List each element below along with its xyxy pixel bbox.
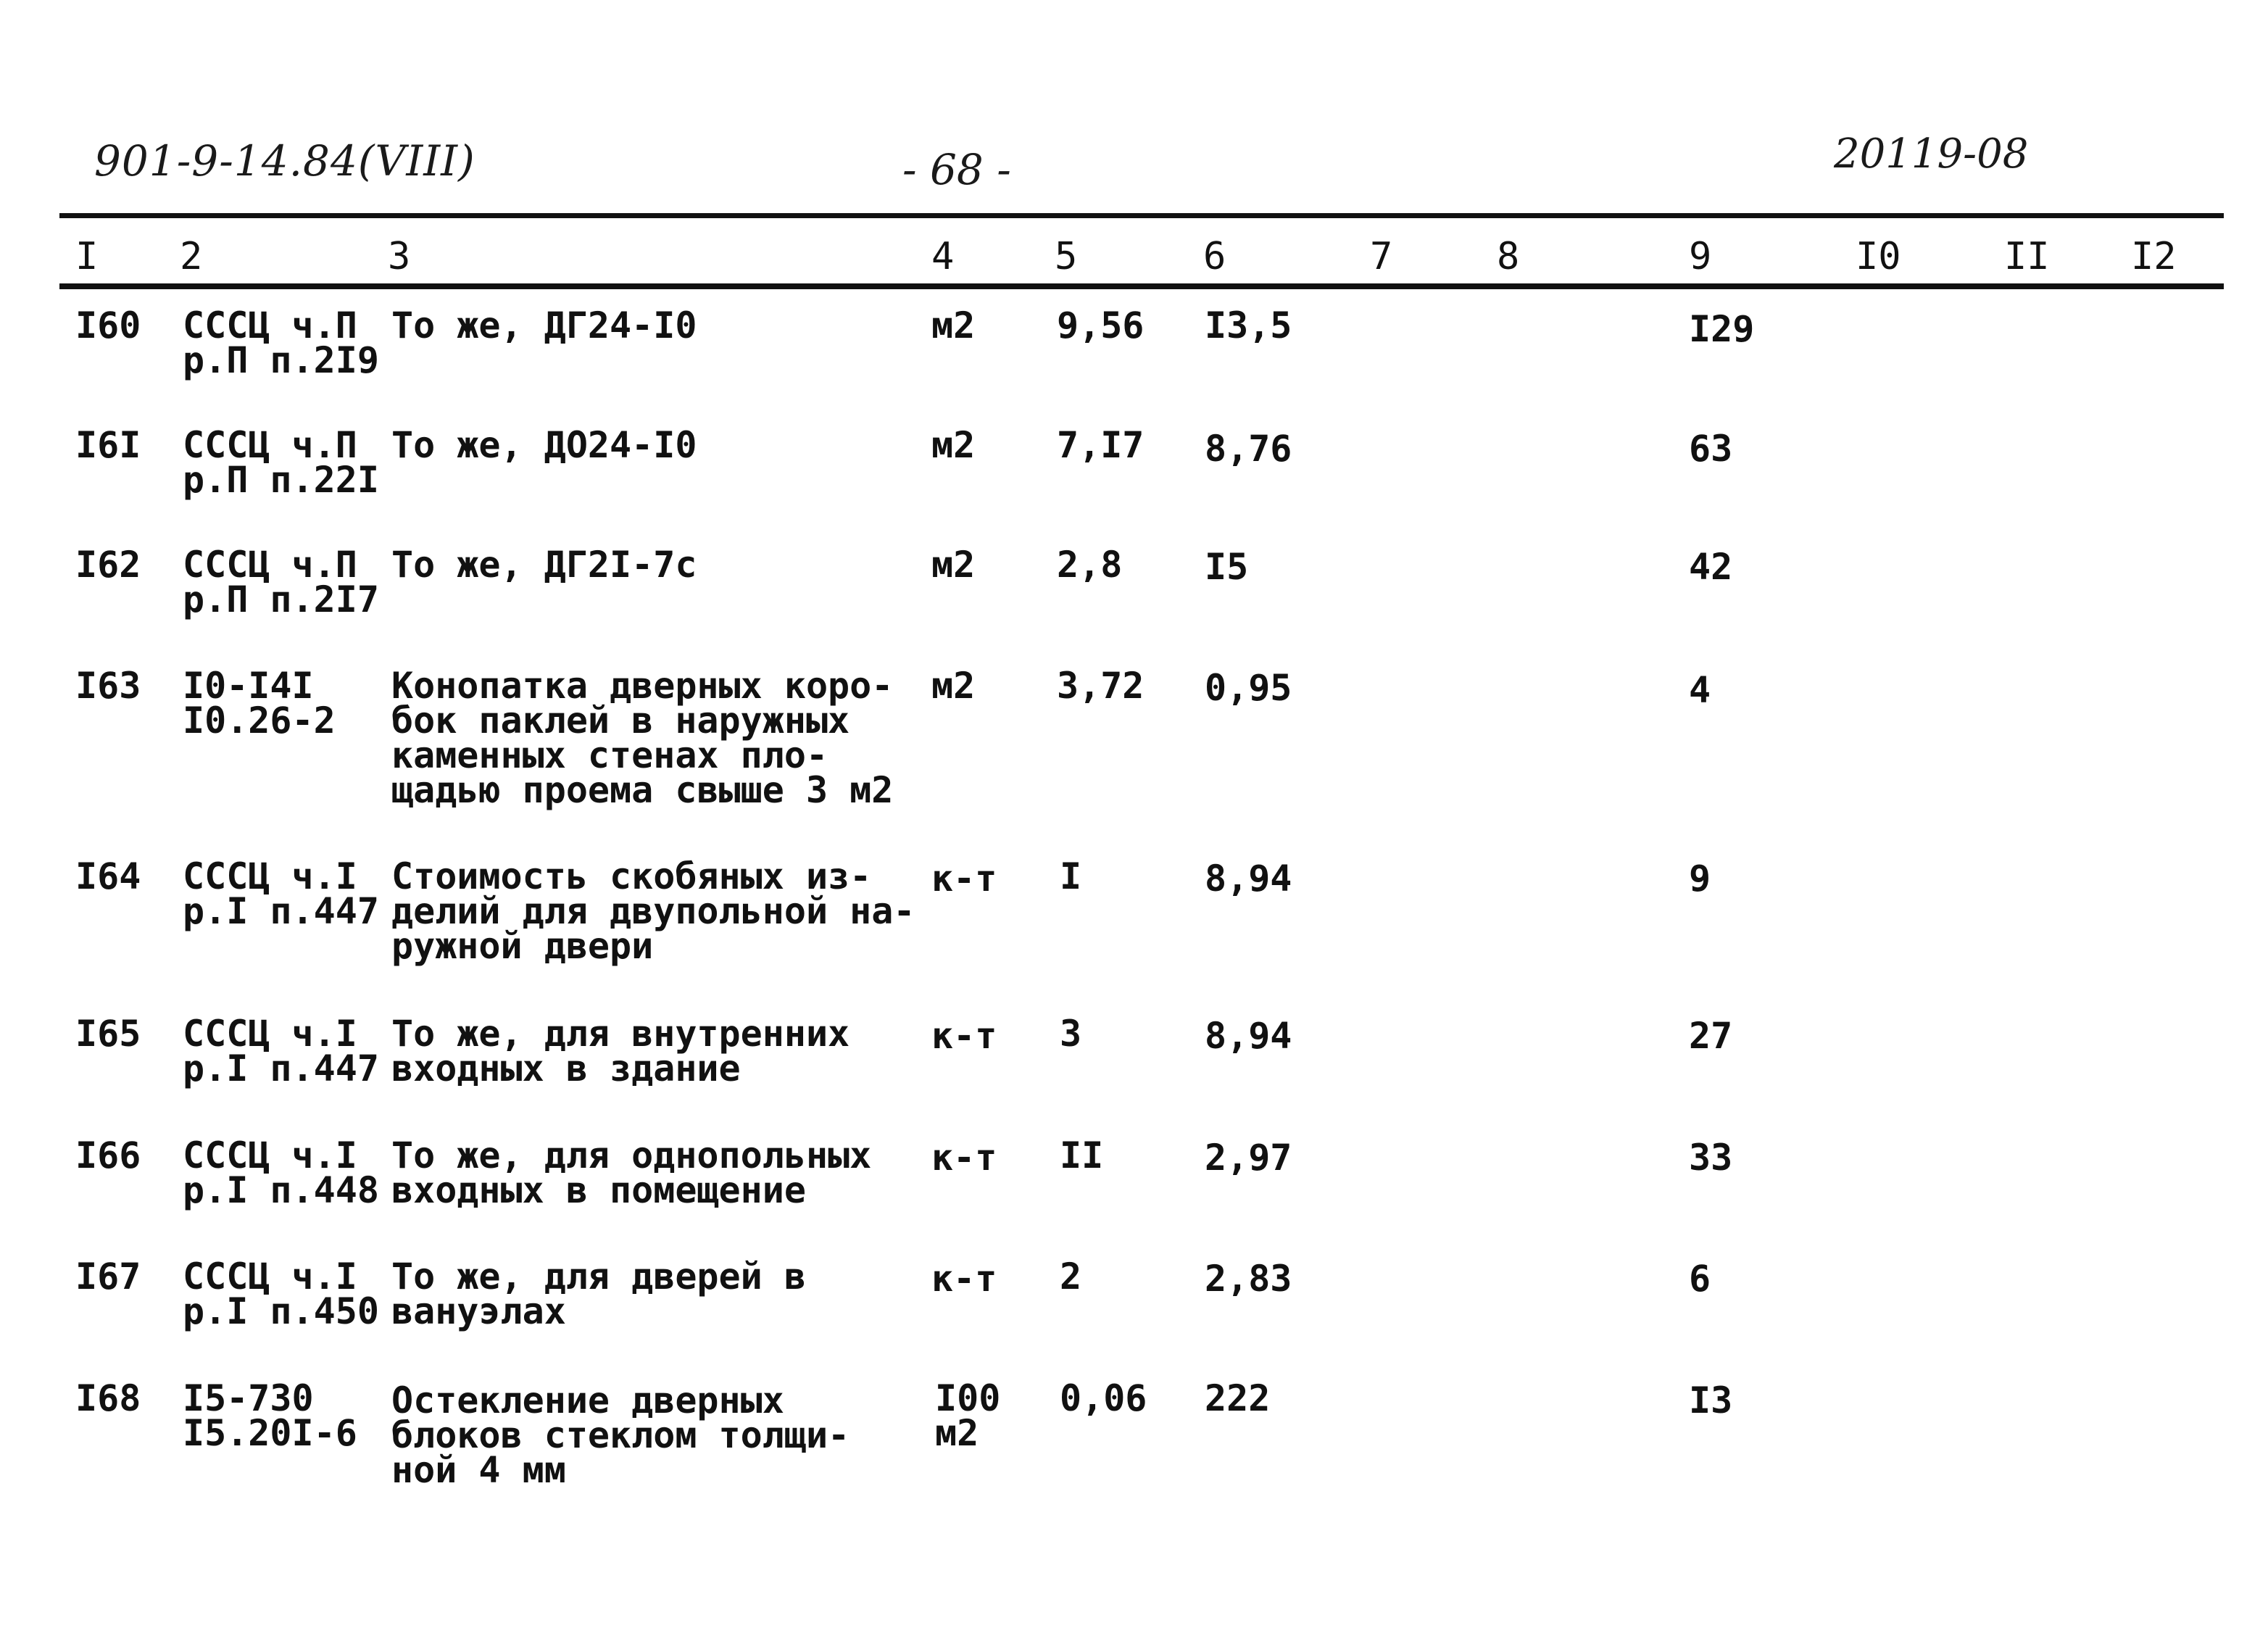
row-total: 6 [1689, 1258, 1711, 1300]
row-unit-price: I5 [1205, 546, 1249, 588]
column-header: II [2004, 235, 2050, 278]
column-header: 2 [180, 235, 203, 278]
row-description: Стоимость скобяных из- делий для двупольной на- ружной двери [391, 855, 915, 967]
row-reference: I0-I4I I0.26-2 [183, 665, 336, 742]
row-reference: СССЦ ч.I р.I п.447 [183, 1013, 379, 1089]
column-header: I [75, 235, 99, 278]
column-header: 3 [388, 235, 411, 278]
row-number: I68 [75, 1377, 141, 1419]
row-description: Остекление дверных блоков стеклом толщи- ной 4 мм [391, 1379, 850, 1491]
row-quantity: I [1060, 855, 1082, 897]
header-rule [59, 283, 2224, 289]
row-quantity: 3 [1060, 1013, 1082, 1055]
row-quantity: 2,8 [1057, 544, 1123, 586]
column-header: 5 [1055, 235, 1078, 278]
row-number: I63 [75, 665, 141, 707]
column-header: 8 [1497, 235, 1520, 278]
row-quantity: 7,I7 [1057, 424, 1145, 466]
row-description: Конопатка дверных коро- бок паклей в наружных каменных стенах пло- щадью проема свыше 3 м2 [391, 665, 894, 811]
row-reference: СССЦ ч.П р.П п.22I [183, 424, 379, 501]
row-number: I60 [75, 304, 141, 346]
row-reference: СССЦ ч.I р.I п.448 [183, 1134, 379, 1211]
row-unit-price: 8,94 [1205, 1015, 1292, 1057]
page-number: - 68 - [902, 145, 1011, 194]
row-description: То же, ДГ2I-7с [391, 544, 697, 586]
row-total: 27 [1689, 1015, 1733, 1057]
row-description: То же, ДГ24-I0 [391, 304, 697, 346]
row-unit: к-т [931, 1258, 997, 1300]
row-number: I66 [75, 1134, 141, 1176]
row-description: То же, ДО24-I0 [391, 424, 697, 466]
row-unit: к-т [931, 1015, 997, 1057]
row-number: I62 [75, 544, 141, 586]
row-description: То же, для однопольных входных в помещение [391, 1134, 872, 1211]
row-number: I6I [75, 424, 141, 466]
row-number: I65 [75, 1013, 141, 1055]
row-description: То же, для дверей в вануэлах [391, 1255, 806, 1332]
row-unit: м2 [931, 544, 976, 586]
row-unit-price: 2,83 [1205, 1258, 1292, 1300]
row-reference: СССЦ ч.П р.П п.2I7 [183, 544, 379, 620]
row-unit-price: 8,94 [1205, 858, 1292, 900]
column-header: 4 [931, 235, 955, 278]
column-header: I2 [2131, 235, 2177, 278]
row-unit: к-т [931, 1137, 997, 1179]
top-rule [59, 213, 2224, 218]
row-unit: I00 м2 [935, 1377, 1001, 1454]
row-total: 42 [1689, 546, 1733, 588]
column-header: 7 [1370, 235, 1393, 278]
row-total: I3 [1689, 1379, 1733, 1421]
row-unit-price: 222 [1205, 1377, 1271, 1419]
row-number: I67 [75, 1255, 141, 1298]
row-number: I64 [75, 855, 141, 897]
row-quantity: 0,06 [1060, 1377, 1147, 1419]
row-reference: СССЦ ч.П р.П п.2I9 [183, 304, 379, 381]
row-quantity: 9,56 [1057, 304, 1145, 346]
row-total: 33 [1689, 1137, 1733, 1179]
document-code: 901-9-14.84(VIII) [94, 136, 475, 186]
row-total: 63 [1689, 428, 1733, 470]
row-reference: I5-730 I5.20I-6 [183, 1377, 357, 1454]
row-quantity: 3,72 [1057, 665, 1145, 707]
row-unit: к-т [931, 858, 997, 900]
row-description: То же, для внутренних входных в здание [391, 1013, 850, 1089]
row-quantity: 2 [1060, 1255, 1082, 1298]
column-header: 6 [1203, 235, 1226, 278]
row-unit-price: 0,95 [1205, 667, 1292, 709]
row-unit: м2 [931, 304, 976, 346]
row-total: I29 [1689, 308, 1755, 350]
row-total: 9 [1689, 858, 1711, 900]
row-unit-price: 2,97 [1205, 1137, 1292, 1179]
row-total: 4 [1689, 669, 1711, 711]
row-unit-price: 8,76 [1205, 428, 1292, 470]
row-reference: СССЦ ч.I р.I п.450 [183, 1255, 379, 1332]
column-header: I0 [1856, 235, 1901, 278]
row-quantity: II [1060, 1134, 1104, 1176]
archive-number: 20119-08 [1834, 130, 2029, 178]
row-unit: м2 [931, 424, 976, 466]
row-unit-price: I3,5 [1205, 304, 1292, 346]
row-reference: СССЦ ч.I р.I п.447 [183, 855, 379, 932]
column-header: 9 [1689, 235, 1712, 278]
row-unit: м2 [931, 665, 976, 707]
